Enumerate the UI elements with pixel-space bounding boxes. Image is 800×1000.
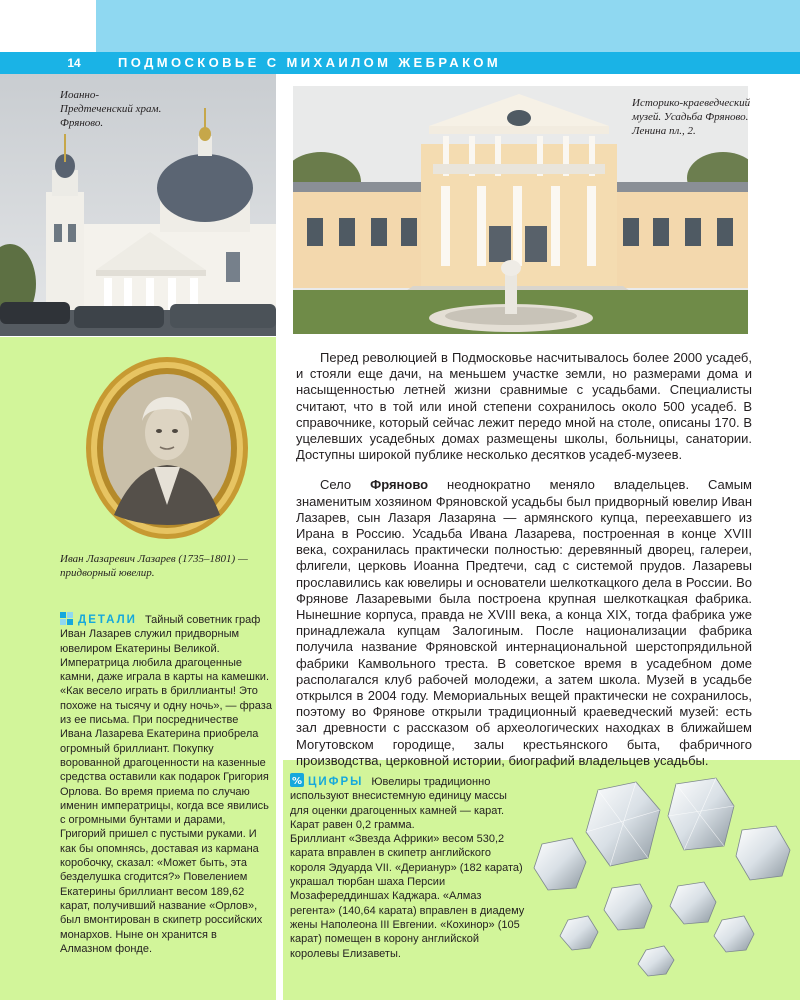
article-paragraph-1: Перед революцией в Подмосковье насчитывалось более 2000 усадеб, и стояли еще дачи, на меньшем участке земли, но размерами дома и насыщенностью летней жизни сравнимые с усадьбами. Специалисты считают, что в той или иной степени сохранилось около 500 усадеб. В справочнике, который сейчас лежит передо мной на столе, описаны 170. В уцелевших усадебных домах размещены школы, больницы, санатории. Доступны широкой публике несколько десятков усадеб-музеев. [296, 350, 752, 463]
portrait-caption: Иван Лазаревич Лазарев (1735–1801) — придворный ювелир. [60, 553, 248, 579]
lazarev-portrait [84, 355, 250, 541]
article-p2-body: неоднократно меняло владельцев. Самым знаменитым хозяином Фряновской усадьбы был придворный ювелир Иван Лазарев, сын Лазаря Лазаряна — армянского купца, переехавшего из Ирана в Россию. Усадьба Ивана Лазарева, построенная в конце XVIII века, сохранилась практически полностью: деревянный дворец, галереи, флигели, церковь Иоанна Предтечи, сад с системой прудов. Лазаревы прославились как ювелиры и основатели шелкоткацкого дела в России. Во Фрянове Лазаревыми была построена крупная шелкоткацкая фабрика. Нынешние корпуса, правда не XVIII века, а конца XIX, тогда фабрика уже принадлежала купцам Залогиным. После национализации фабрика получила название Фряновской интернациональной шерстопрядильной фабрики Камвольного треста. В советское время в усадебном доме располагался клуб рабочей молодежи, а затем школа. Музей в усадьбе открылся в 2004 году. Мемориальных вещей практически не сохранилось, поэтому во Фрянове открыли традиционный краеведческий музей: есть зал древности с рассказом об археологических находках в ближайшем Могутовском городище, залы крестьянского быта, фабричного производства, церковной истории, биографий владельцев усадьбы. [296, 477, 752, 768]
church-caption: Иоанно-Предтеченский храм. Фряново. [60, 89, 162, 129]
figures-text-1: Ювелиры традиционно используют внесистемную единицу массы для оценки драгоценных камней — карат. Карат равен 0,2 грамма. [290, 776, 507, 831]
figures-paragraph-1 [290, 773, 526, 832]
figures-paragraph-2: Бриллиант «Звезда Африки» весом 530,2 карата вправлен в скипетр английского короля Эдуарда VII. «Дерианур» (182 карата) украшал тюрбан шаха Персии Мозафереддиншах Каджара. «Алмаз регента» (140,64 карата) вправлен в диадему жены Наполеона III Евгении. «Кохинор» (105 карат) помещен в корону английской королевы Елизаветы. [290, 833, 525, 960]
header-cyan-block [96, 0, 800, 52]
details-grid-icon [60, 612, 73, 625]
article-p2-lead: Село [320, 477, 371, 493]
header-top-strip [0, 0, 800, 52]
details-box [60, 612, 272, 956]
section-title: ПОДМОСКОВЬЕ С МИХАИЛОМ ЖЕБРАКОМ [118, 55, 502, 70]
article-paragraph-2 [296, 477, 752, 769]
details-heading: ДЕТАЛИ [78, 614, 137, 626]
figures-heading: ЦИФРЫ [308, 776, 364, 788]
svg-text:%: % [291, 776, 303, 787]
details-text: Тайный советник граф Иван Лазарев служил придворным ювелиром Екатерины Великой. Императрица любила драгоценные камни, даже играла в карты на камешки. «Как весело играть в бриллианты! Это похоже на тысячу и одну ночь», — фраза из ее письма. При посредничестве Ивана Лазарева Екатерина приобрела огромный бриллиант. Покупку ворованной драгоценности на казенные средства оставили как подарок Григория Орлова. Во время приема по случаю именин императрицы, когда все явились с огромными бунтами и дарами, Григорий пришел с пустыми руками. И как бы опомнясь, доставая из кармана коробочку, сказал: «Может быть, эта безделушка сгодится?» Повелением Екатерины бриллиант весом 189,62 карат, получивший название «Орлов», был вмонтирован в скипетр российских монархов. Ныне он хранится в Алмазном фонде. [60, 614, 272, 955]
figures-puzzle-icon [290, 773, 303, 786]
main-article [296, 350, 752, 769]
village-name: Фряново [370, 477, 429, 493]
page-number: 14 [67, 56, 81, 70]
manor-caption: Историко-краеведческий музей. Усадьба Фряново. Ленина пл., 2. [632, 97, 751, 137]
figures-box [290, 773, 526, 961]
diamonds-image [528, 770, 796, 998]
